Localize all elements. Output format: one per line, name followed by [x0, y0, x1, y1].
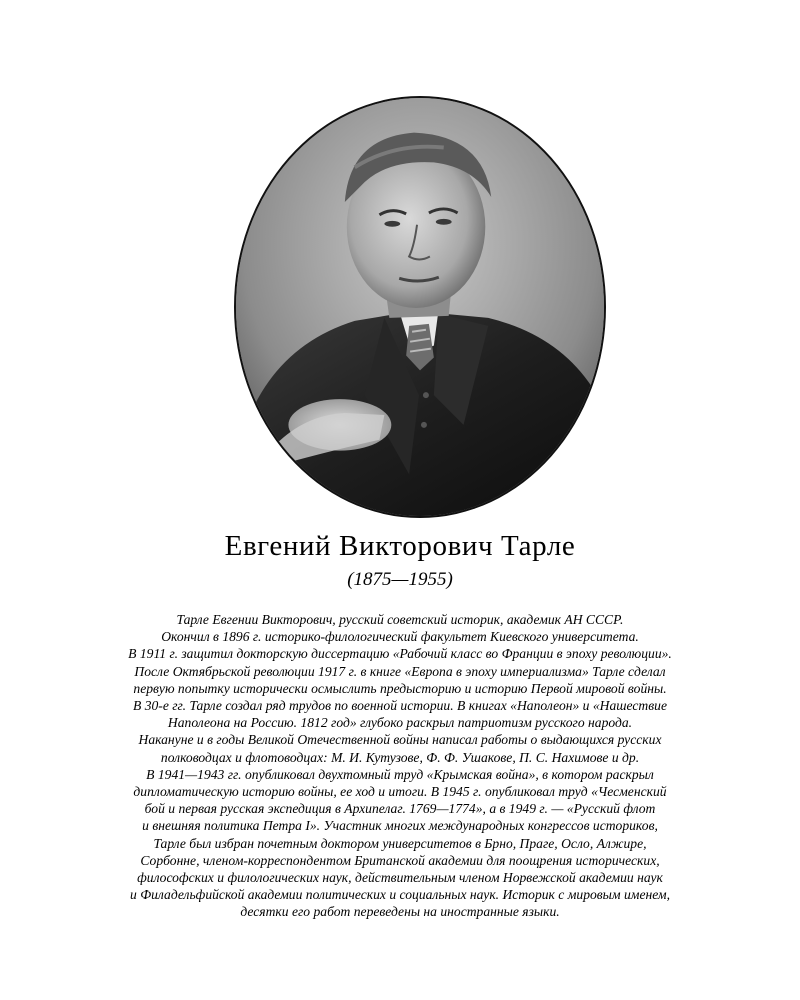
portrait-photo	[234, 96, 606, 518]
bio-line: Наполеона на Россию. 1812 год» глубоко раскрыл патриотизм русского народа.	[167, 715, 633, 731]
bio-line: Окончил в 1896 г. историко-филологический факультет Киевского университета.	[161, 629, 639, 645]
portrait-photo-icon	[236, 98, 604, 516]
bio-line: бой и первая русская экспедиция в Архипелаг. 1769—1774», а в 1949 г. — «Русский флот	[144, 801, 656, 817]
life-years: (1875—1955)	[347, 569, 453, 590]
bio-line: и внешняя политика Петра I». Участник многих международных конгрессов историков,	[142, 818, 658, 834]
person-name: Евгений Викторович Тарле	[224, 530, 576, 562]
bio-line: После Октябрьской революции 1917 г. в книге «Европа в эпоху империализма» Тарле сделал	[134, 663, 666, 679]
bio-line: В 30-е гг. Тарле создал ряд трудов по военной истории. В книгах «Наполеон» и «Нашествие	[133, 698, 667, 714]
bio-line: Сорбонне, членом-корреспондентом Британской академии для поощрения исторических,	[140, 852, 660, 868]
bio-line: полководцах и флотоводцах: М. И. Кутузове, Ф. Ф. Ушакове, П. С. Нахимове и др.	[160, 749, 640, 765]
bio-line: десятки его работ переведены на иностранные языки.	[240, 904, 560, 920]
bio-line: и Филадельфийской академии политических и социальных наук. Историк с мировым именем,	[130, 887, 670, 903]
bio-line: философских и филологических наук, действительным членом Норвежской академии наук	[137, 870, 663, 886]
biography-text	[90, 611, 710, 921]
bio-line: Тарле Евгении Викторович, русский советский историк, академик АН СССР.	[176, 612, 624, 627]
bio-line: Накануне и в годы Великой Отечественной войны написал работы о выдающихся русских	[138, 732, 662, 748]
bio-line: первую попытку исторически осмыслить предысторию и историю Первой мировой войны.	[133, 680, 667, 696]
bio-line: В 1911 г. защитил докторскую диссертацию «Рабочий класс во Франции в эпоху революции».	[128, 646, 672, 662]
bio-line: Тарле был избран почетным доктором университетов в Брно, Праге, Осло, Алжире,	[153, 835, 647, 851]
bio-line: В 1941—1943 гг. опубликовал двухтомный труд «Крымская война», в котором раскрыл	[146, 766, 654, 782]
bio-line: дипломатическую историю войны, ее ход и итоги. В 1945 г. опубликовал труд «Чесменский	[133, 784, 667, 800]
